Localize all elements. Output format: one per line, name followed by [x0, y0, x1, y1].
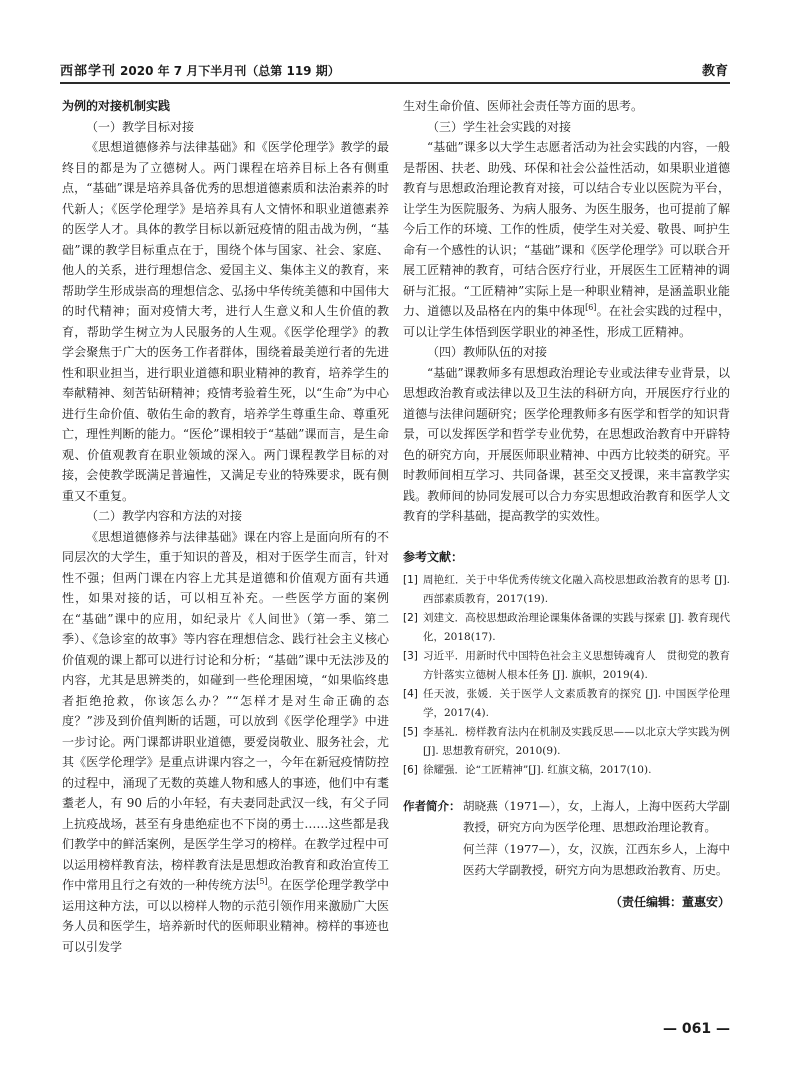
author-bio-body	[463, 796, 730, 882]
reference-number: [3]	[403, 650, 418, 662]
paragraph-2	[62, 527, 389, 958]
reference-text: 任天波，张媛．关于医学人文素质教育的探究 [J]. 中国医学伦理学，2017(4).	[423, 688, 730, 719]
author-label: 作者简介：	[403, 799, 461, 813]
paragraph-3-end: 。在社会实践的过程中，可以让学生体悟到医学职业的神圣性，形成工匠精神。	[403, 304, 730, 339]
paragraph-2-text: 《思想道德修养与法律基础》课在内容上是面向所有的不同层次的大学生，重于知识的普及，相对于医学生而言，针对性不强；但两门课在内容上尤其是道德和价值观方面有共通性，如果对接的话，可以相互补充。一些医学方面的案例在“基础”课中的应用，如纪录片《人间世》（第一季、第二季）、《急诊室的故事》等内容在理想信念、践行社会主义核心价值观的课上都可以进行讨论和分析；“基础”课中无法涉及的内容，尤其是思辨类的，如碰到一些伦理困境，“如果临终患者拒绝抢救，你该怎么办？”“怎样才是对生命正确的态度？”涉及到价值判断的话题，可以放到《医学伦理学》中进一步讨论。两门课都讲职业道德，要爱岗敬业、服务社会，尤其《医学伦理学》是重点讲课内容之一，今年在新冠疫情防控的过程中，涌现了无数的英雄人物和感人的事迹，他们中有耄耋老人，有 90 后的小年轻，有夫妻同赴武汉一线，有父子同上抗疫战场，甚至有身患绝症也不下岗的勇士……这些都是我们教学中的鲜活案例，是医学生学习的榜样。在教学过程中可以运用榜样教育法，榜样教育法是思想政治教育和政治宣传工作中常用且行之有效的一种传统方法	[62, 529, 389, 892]
subheading-3: （三）学生社会实践的对接	[427, 119, 572, 134]
section-label: 教育	[701, 64, 728, 79]
reference-number: [6]	[403, 764, 418, 776]
right-column	[403, 96, 730, 913]
issue-info: 2020 年 7 月下半月刊（总第 119 期）	[120, 64, 340, 78]
subheading-1: （一）教学目标对接	[86, 119, 195, 134]
citation-5: [5]	[256, 877, 268, 886]
author-1: 胡晓燕（1971—），女，上海人，上海中医药大学副教授，研究方向为医学伦理、思想政治理论教育。	[463, 799, 730, 834]
paragraph-2-end: 。在医学伦理学教学中运用这种方法，可以以榜样人物的示范引领作用来激励广大医务人员和医学生，培养新时代的医师职业精神。榜样的事迹也可以引发学	[62, 878, 389, 954]
reference-number: [5]	[403, 726, 418, 738]
reference-text: 周艳红．关于中华优秀传统文化融入高校思想政治教育的思考 [J]. 西部素质教育，2017(19).	[423, 574, 730, 605]
references-list	[403, 571, 730, 780]
paragraph-continued: 生对生命价值、医师社会责任等方面的思考。	[403, 99, 644, 113]
page-number: — 061 —	[663, 1021, 730, 1037]
reference-text: 刘建文．高校思想政治理论课集体备课的实践与探索 [J]. 教育现代化，2018(17).	[423, 612, 730, 643]
paragraph-3	[403, 137, 730, 342]
page-header	[60, 58, 730, 84]
reference-item	[403, 609, 730, 647]
journal-logo: 西部学刊	[60, 64, 117, 79]
reference-text: 习近平．用新时代中国特色社会主义思想铸魂育人 贯彻党的教育方针落实立德树人根本任务 [J]. 旗帜，2019(4).	[423, 650, 730, 681]
reference-item	[403, 647, 730, 685]
reference-text: 李基礼．榜样教育法内在机制及实践反思——以北京大学实践为例 [J]. 思想教育研究，2010(9).	[423, 726, 730, 757]
reference-item	[403, 571, 730, 609]
reference-item	[403, 723, 730, 761]
reference-text: 徐耀强．论“工匠精神”[J]. 红旗文稿，2017(10).	[423, 764, 652, 776]
paragraph-1: 《思想道德修养与法律基础》和《医学伦理学》教学的最终目的都是为了立德树人。两门课程在培养目标上各有侧重点，“基础”课是培养具备优秀的思想道德素质和法治素养的时代新人；《医学伦理学》是培养具有人文情怀和职业道德素养的医学人才。具体的教学目标以新冠疫情的阻击战为例，“基础”课的教学目标重点在于，围绕个体与国家、社会、家庭、他人的关系，进行理想信念、爱国主义、集体主义的教育，来帮助学生形成崇高的理想信念、弘扬中华传统美德和中国伟大的时代精神；面对疫情大考，进行人生意义和人生价值的教育，帮助学生树立为人民服务的人生观。《医学伦理学》的教学会聚焦于广大的医务工作者群体，围绕着最美逆行者的先进性和职业担当，进行职业道德和职业精神的教育，培养学生的奉献精神、刻苦钻研精神；疫情考验着生死，以“生命”为中心进行生命价值、敬佑生命的教育，培养学生尊重生命、尊重死亡，理性判断的能力。“医伦”课相较于“基础”课而言，是生命观、价值观教育在职业领域的深入。两门课程教学目标的对接，会使教学既满足普遍性，又满足专业的特殊要求，既有侧重又不重复。	[62, 140, 389, 503]
reference-item	[403, 685, 730, 723]
references-title: 参考文献：	[403, 549, 464, 564]
author-bio	[403, 796, 730, 882]
section-heading: 为例的对接机制实践	[62, 99, 171, 113]
paragraph-4: “基础”课教师多有思想政治理论专业或法律专业背景，以思想政治教育或法律以及卫生法的科研方向，开展医疗行业的道德与法律问题研究；医学伦理教师多有医学和哲学的知识背景，可以发挥医学和哲学专业优势，在思想政治教育中开辟特色的研究方向，开展医师职业精神、中西方比较类的研究。平时教师间相互学习、共同备课，甚至交叉授课，来丰富教学实践。教师间的协同发展可以合力夯实思想政治教育和医学人文教育的学科基础，提高教学的实效性。	[403, 365, 730, 523]
responsible-editor: （责任编辑：董惠安）	[609, 895, 730, 909]
reference-number: [1]	[403, 574, 418, 586]
left-column	[62, 96, 389, 957]
reference-number: [4]	[403, 688, 418, 700]
reference-number: [2]	[403, 612, 418, 624]
paragraph-3-text: “基础”课多以大学生志愿者活动为社会实践的内容，一般是帮困、扶老、助残、环保和社会公益性活动，如果职业道德教育与思想政治理论教育对接，可以结合专业以医院为平台，让学生为医院服务、为病人服务、为医生服务，也可提前了解今后工作的环境、工作的性质，使学生对关爱、敬畏、呵护生命有一个感性的认识；“基础”课和《医学伦理学》可以联合开展工匠精神的教育，可结合医疗行业，开展医生工匠精神的调研与汇报。“工匠精神”实际上是一种职业精神，是涵盖职业能力、道德以及品格在内的集中体现	[403, 140, 730, 318]
author-2: 何兰萍（1977—），女，汉族，江西东乡人，上海中医药大学副教授，研究方向为思想政治教育、历史。	[463, 842, 730, 877]
journal-info	[60, 60, 340, 79]
citation-6: [6]	[585, 303, 597, 312]
reference-item	[403, 761, 730, 780]
subheading-2: （二）教学内容和方法的对接	[86, 509, 243, 523]
subheading-4: （四）教师队伍的对接	[427, 345, 548, 359]
